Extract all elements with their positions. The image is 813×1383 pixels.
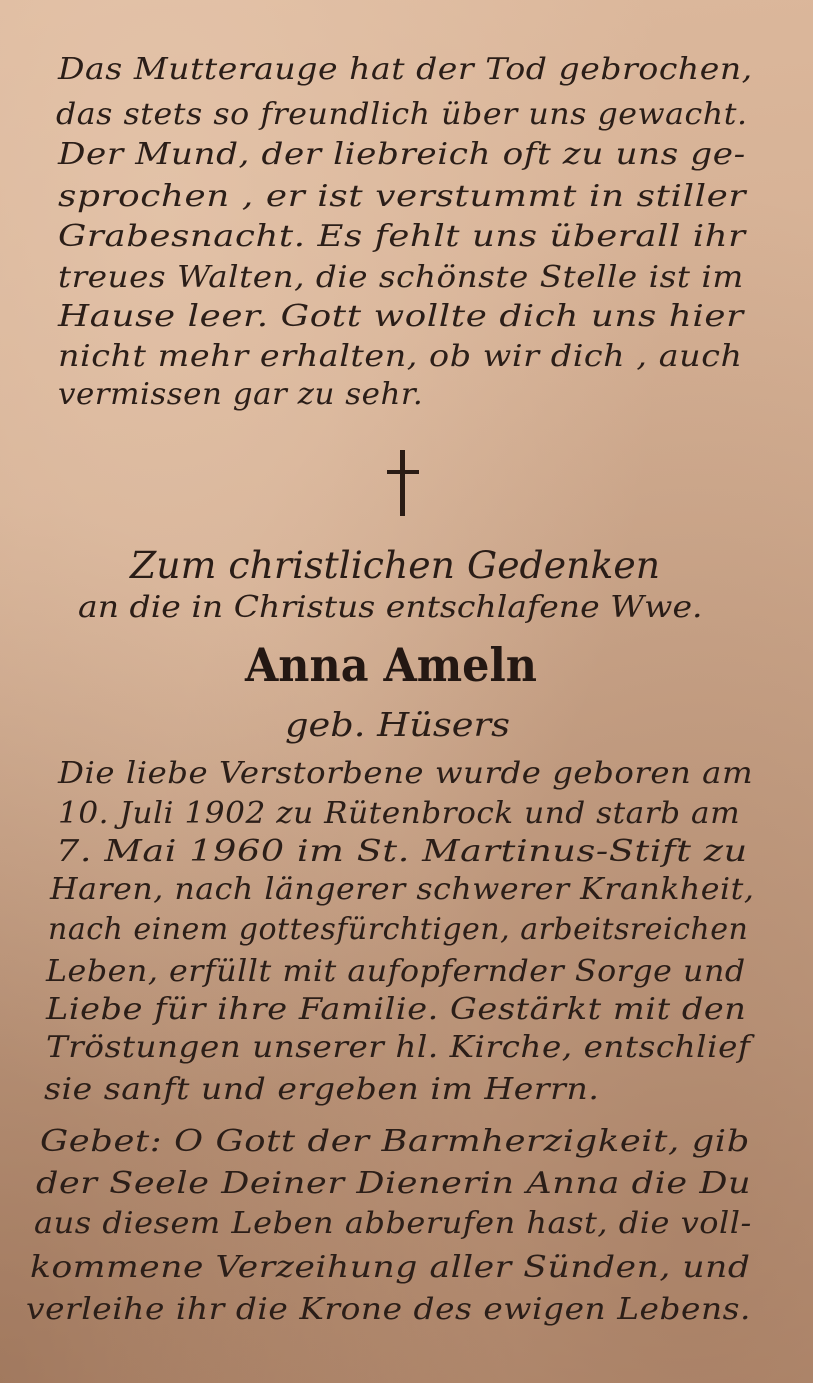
biography-line: 10. Juli 1902 zu Rütenbrock und starb am [58,796,741,831]
maiden-name: geb. Hüsers [285,705,510,744]
poem-line: das stets so freundlich über uns gewacht. [56,97,748,132]
poem-line: sprochen , er ist verstummt in stiller [58,179,747,214]
poem-line: Der Mund, der liebreich oft zu uns ge- [58,137,746,172]
poem-line: nicht mehr erhalten, ob wir dich , auch [58,339,743,374]
biography-line: nach einem gottesfürchtigen, arbeitsreichen [48,912,749,947]
prayer-line: Gebet: O Gott der Barmherzigkeit, gib [40,1124,750,1159]
biography-line: Leben, erfüllt mit aufopfernder Sorge und [46,954,746,989]
prayer-line: verleihe ihr die Krone des ewigen Lebens. [26,1292,752,1327]
memorial-heading: Zum christlichen Gedenken [130,544,661,587]
prayer-line: der Seele Deiner Dienerin Anna die Du [36,1166,752,1201]
biography-line: Liebe für ihre Familie. Gestärkt mit den [46,992,747,1027]
cross-icon [383,450,423,516]
poem-line: vermissen gar zu sehr. [58,377,424,412]
memorial-subheading: an die in Christus entschlafene Wwe. [78,590,703,625]
poem-line: treues Walten, die schönste Stelle ist im [58,260,744,295]
prayer-line: kommene Verzeihung aller Sünden, und [30,1250,751,1285]
poem-line: Das Mutterauge hat der Tod gebrochen, [58,52,753,87]
poem-line: Hause leer. Gott wollte dich uns hier [58,299,744,334]
deceased-name: Anna Ameln [245,638,537,692]
biography-line: Die liebe Verstorbene wurde geboren am [58,756,754,791]
biography-line: sie sanft und ergeben im Herrn. [44,1072,600,1107]
poem-line: Grabesnacht. Es fehlt uns überall ihr [58,219,746,254]
prayer-line: aus diesem Leben abberufen hast, die voll- [34,1206,752,1241]
biography-line: 7. Mai 1960 im St. Martinus-Stift zu [56,834,748,869]
biography-line: Tröstungen unserer hl. Kirche, entschlief [46,1030,751,1065]
biography-line: Haren, nach längerer schwerer Krankheit, [50,872,755,907]
